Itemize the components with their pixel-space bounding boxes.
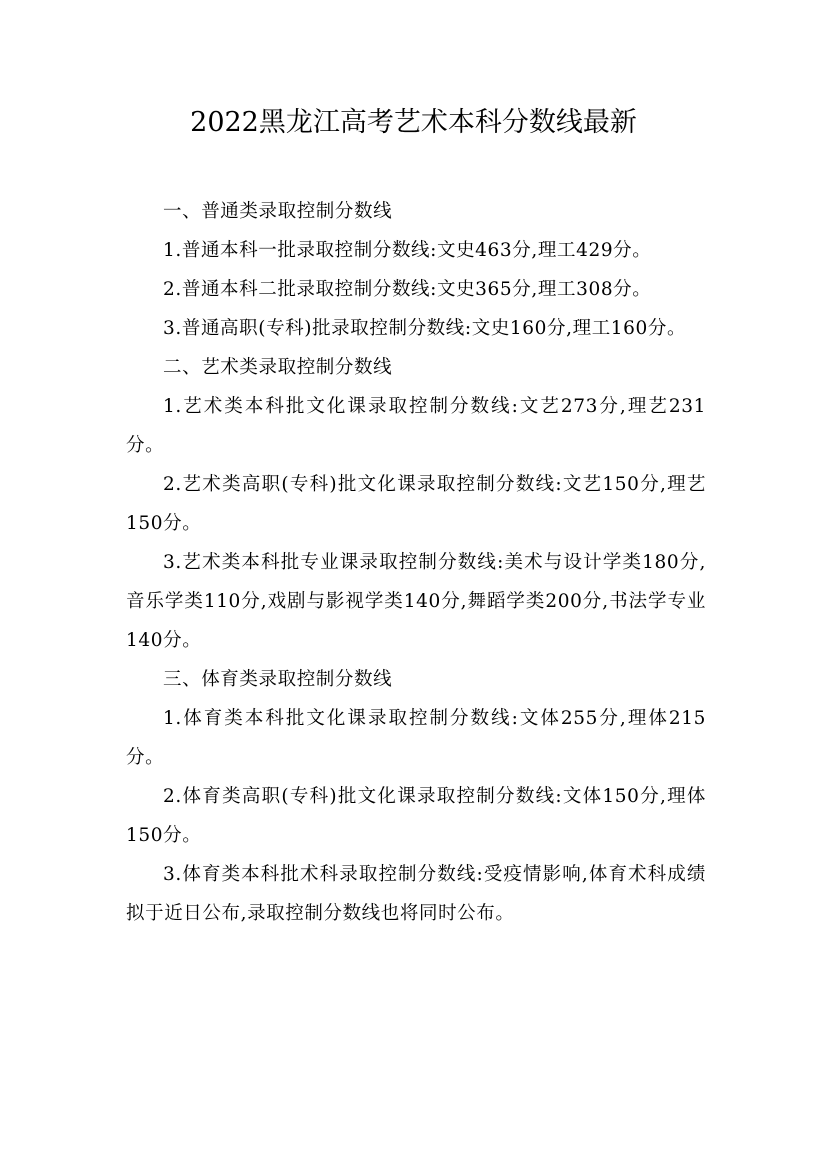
paragraph-sports-vocational-culture: 2.体育类高职(专科)批文化课录取控制分数线:文体150分,理体150分。: [126, 786, 706, 846]
paragraph-ordinary-undergrad-batch1: 1.普通本科一批录取控制分数线:文史463分,理工429分。: [163, 240, 652, 261]
paragraph-ordinary-vocational: 3.普通高职(专科)批录取控制分数线:文史160分,理工160分。: [163, 318, 687, 339]
paragraph-sports-undergrad-culture: 1.体育类本科批文化课录取控制分数线:文体255分,理体215分。: [126, 708, 706, 768]
paragraph-art-undergrad-culture: 1.艺术类本科批文化课录取控制分数线:文艺273分,理艺231分。: [126, 396, 706, 456]
document-title: 2022黑龙江高考艺术本科分数线最新: [190, 107, 637, 138]
section-heading-art: 二、艺术类录取控制分数线: [163, 357, 393, 378]
paragraph-sports-undergrad-skills: 3.体育类本科批术科录取控制分数线:受疫情影响,体育术科成绩拟于近日公布,录取控制分数线也将同时公布。: [126, 864, 706, 924]
section-heading-ordinary: 一、普通类录取控制分数线: [163, 201, 393, 222]
section-heading-sports: 三、体育类录取控制分数线: [163, 669, 393, 690]
document-body: [126, 192, 706, 933]
paragraph-art-undergrad-professional: 3.艺术类本科批专业课录取控制分数线:美术与设计学类180分,音乐学类110分,戏剧与影视学类140分,舞蹈学类200分,书法学专业140分。: [126, 552, 706, 651]
paragraph-ordinary-undergrad-batch2: 2.普通本科二批录取控制分数线:文史365分,理工308分。: [163, 279, 652, 300]
paragraph-art-vocational-culture: 2.艺术类高职(专科)批文化课录取控制分数线:文艺150分,理艺150分。: [126, 474, 706, 534]
